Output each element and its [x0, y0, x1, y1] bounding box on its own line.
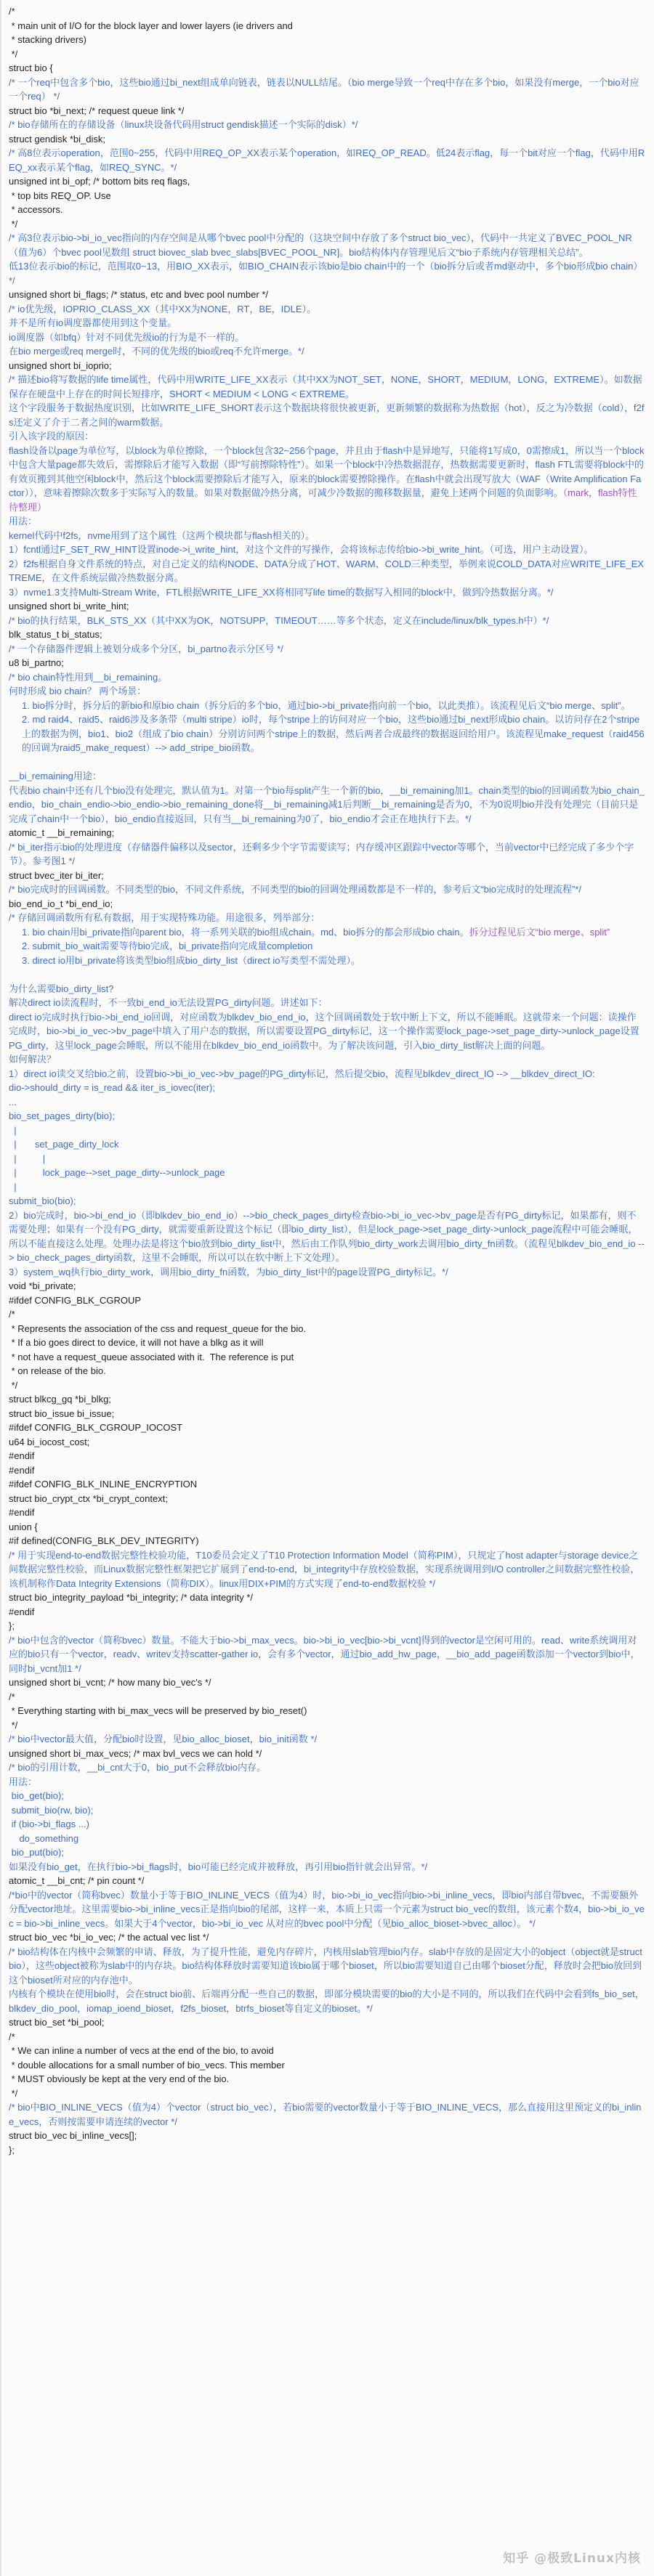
code-line: atomic_t __bi_cnt; /* pin count */	[9, 1875, 145, 1886]
comment-line: 2）bio完成时，bio->bi_end_io（即blkdev_bio_end_io）-->bio_check_pages_dirty检查bio->bi_io_vec->bv_page是否有PG_dirty标记，如果都有，则不需要处理；如果有一个没有PG_dirty，就需要重新设置这个标记（即bio_dirty_list），但是lock_page->set_page_dirty->unlock_page流程中可能会睡眠，所以不能直接这么处理。处理办法是将这个bio放到bio_dirty_list中，然后由工作队列bio_dirty_work去调用bio_dirty_fn函数。（流程见blkdev_bio_end_io --> bio_check_pages_dirty函数，这里不会睡眠，所以可以在软中断上下文处理）。	[9, 1209, 645, 1263]
comment-line: 为什么需要bio_dirty_list?	[9, 983, 114, 994]
comment-list-item: 2. md raid4、raid5、raid6涉及多条带（multi stripe）io时，每个stripe上的访问对应一个bio，这些bio通过bi_next形成bio chain。以访问存在2个stripe上的数据为例，bio1、bio2（组成了bio chain）分别访问两个stripe上的数据，然后两者合成最终的数据返回给用户。该流程见make_request（raid456的回调为raid5_make_request）--> add_stripe_bio函数。	[22, 714, 645, 753]
code-line: #ifdef CONFIG_BLK_CGROUP	[9, 1294, 142, 1306]
comment-line: 在bio merge或req merge时，不同的优先级的bio或req不允许merge。*/	[9, 346, 304, 357]
code-line: struct bio_crypt_ctx *bi_crypt_context;	[9, 1492, 168, 1504]
comment-line: kernel代码中f2fs，nvme用到了这个属性（这两个模块都与flash相关的）。	[9, 529, 315, 541]
code-line: struct bio *bi_next; /* request queue link */	[9, 105, 185, 116]
code-line: * stacking drivers)	[9, 34, 86, 45]
comment-line	[9, 444, 645, 515]
code-line: * If a bio goes direct to device, it will not have a blkg as it will	[9, 1337, 264, 1348]
comment-line: 3）nvme1.3支持Multi-Stream Write，FTL根据WRITE_LIFE_XX将相同写life time的数据写入相同的block中，做到冷热数据分离。*/	[9, 586, 554, 598]
code-line: * top bits REQ_OP. Use	[9, 190, 111, 201]
comment-line: __bi_remaining用途：	[9, 771, 102, 781]
comment-line: 1）direct io读交叉给bio之前，设置bio->bi_io_vec->bv_page的PG_dirty标记，然后提交bio，流程见blkdev_direct_IO --> __blkdev_direct_IO:	[9, 1068, 595, 1079]
code-line: * double allocations for a small number of bio_vecs. This member	[9, 2059, 285, 2071]
code-line: /*	[9, 2031, 15, 2042]
comment-line: 内核有个模块在使用bio时，会在struct bio前、后端再分配一些自己的数据，即部分模块需要的bio的大小是不同的，所以我们在代码中会看到fs_bio_set，blkdev_dio_pool，iomap_ioend_bioset，f2fs_bioset，btrfs_bioset等自定义的bioset。*/	[9, 1988, 645, 2014]
comment-line: /* bio结构体在内核中会频繁的申请、释放，为了提升性能，避免内存碎片，内核用slab管理bio内存。slab中存放的是固定大小的object（object就是struct bio），这些object被称为slab中的内存块。bio结构体释放时需要知道该bio属于哪个bioset，所以bio需要知道自己由哪个bioset分配，释放时会把bio放回到这个bioset所对应的内存池中。	[9, 1946, 645, 1986]
code-line: unsigned short bi_ioprio;	[9, 359, 112, 371]
comment-line: /* 一个req中包含多个bio，这些bio通过bi_next组成单向链表，链表以NULL结尾。（bio merge导致一个req中存在多个bio，如果没有merge，一个bio对应一个req） */	[9, 76, 639, 102]
comment-line: bio_get(bio);	[9, 1790, 64, 1801]
comment-line: 低13位表示bio的标记，范围取0~13，用BIO_XX表示，如BIO_CHAIN表示该bio是bio chain中的一个（bio拆分后或者md驱动中，多个bio形成bio chain）*/	[9, 261, 643, 286]
comment-line: |	[9, 1181, 17, 1192]
code-line: */	[9, 1379, 18, 1391]
comment-line: bio_set_pages_dirty(bio);	[9, 1110, 115, 1121]
code-line: #ifdef CONFIG_BLK_CGROUP_IOCOST	[9, 1422, 183, 1433]
comment-text: flash设备以page为单位写，以block为单位擦除，一个block包含32~256个page，并且由于flash中是异地写，只能将1写成0，0需擦成1，所以当一个block中包含大量page都失效后，需擦除后才能写入数据（即“写前擦除特性”）。如果一个block中冷热数据混存，热数据需要更新时，flash FTL需要将block中的有效页搬到其他空闲block中，然后这个block需要擦除后才能写入，原来的block需要擦除操作。在flash中就会出现写放大（WAF（Write Amplification Factor）），意味着擦除次数多于实际写入的数量。如果对数据做冷热分离，可减少冷数据的搬移数据量，避免上述两个问题的负面影响。	[9, 444, 645, 498]
comment-line: 3）system_wq执行bio_dirty_work，调用bio_dirty_fn函数，为bio_dirty_list中的page设置PG_dirty标记。*/	[9, 1266, 448, 1277]
highlighted-note-text: （mark，flash特性待整理）	[9, 487, 637, 513]
comment-line: 代表bio chain中还有几个bio没有处理完，默认值为1。对第一个bio每split产生一个新的bio，__bi_remaining加1。chain类型的bio的回调函数为bio_chain_endio，bio_chain_endio->bio_endio->bio_remaining_done将__bi_remaining减1后判断__bi_remaining是否为0，不为0说明bio并没有处理完（目前只是完成了chain中一个bio），bio_endio直接返回，只有当__bi_remaining为0了，bio_endio才会正在地执行下去。*/	[9, 784, 645, 824]
code-line: /*	[9, 1309, 15, 1320]
comment-line: 1）fcntl通过F_SET_RW_HINT设置inode->i_write_hint，对这个文件的写操作，会将该标志传给bio->bi_write_hint。（可选，用户主动设置）。	[9, 544, 594, 555]
comment-list-item: 2. submit_bio_wait需要等待bio完成，bi_private指向完成量completion	[22, 940, 313, 951]
comment-line: |	[9, 1124, 17, 1136]
code-line: struct bvec_iter bi_iter;	[9, 869, 104, 881]
comment-line: /* 一个存储器件逻辑上被划分成多个分区，bi_partno表示分区号 */	[9, 643, 283, 654]
highlighted-note-text: 拆分过程见后文“bio merge、split”	[469, 926, 610, 938]
comment-line: 解决direct io读流程时，不一致bi_end_io无法设置PG_dirty问题。讲述如下：	[9, 997, 328, 1008]
zhihu-watermark: 知乎 @极致Linux内核	[503, 2551, 641, 2566]
comment-line: | lock_page-->set_page_dirty-->unlock_page	[9, 1167, 225, 1178]
code-line: blk_status_t bi_status;	[9, 629, 102, 640]
code-line: #if defined(CONFIG_BLK_DEV_INTEGRITY)	[9, 1535, 199, 1546]
comment-list-item	[9, 925, 645, 940]
comment-line: /* bio chain特性用到__bi_remaining。	[9, 671, 168, 683]
comment-line: dio->should_dirty = is_read && iter_is_iovec(iter);	[9, 1082, 215, 1093]
comment-line: submit_bio(bio);	[9, 1195, 76, 1206]
code-line: #endif	[9, 1464, 35, 1476]
code-line: #ifdef CONFIG_BLK_INLINE_ENCRYPTION	[9, 1479, 198, 1490]
code-line: */	[9, 218, 18, 229]
code-line: struct gendisk *bi_disk;	[9, 133, 105, 145]
code-line: * not have a request_queue associated with it. The reference is put	[9, 1351, 294, 1362]
code-line: #endif	[9, 1450, 35, 1461]
comment-line: /* bi_iter指示bio的处理进度（存储器件偏移以及sector，还剩多少个字节需要读写；内存缓冲区跟踪中vector等哪个，当前vector中已经完成了多少个字节）。参考图1 */	[9, 841, 634, 866]
comment-line: /* bio存储所在的存储设备（linux块设备代码用struct gendisk描述一个实际的disk）*/	[9, 119, 358, 130]
code-line: struct bio_vec bi_inline_vecs[];	[9, 2130, 137, 2141]
comment-line: /* 存储回调函数所有私有数据，用于实现特殊功能。用途很多，列举部分：	[9, 912, 320, 923]
comment-line: submit_bio(rw, bio);	[9, 1804, 94, 1816]
comment-line: 如果没有bio_get，在执行bio->bi_flags时，bio可能已经完成并被释放，再引用bio指针就会出异常。*/	[9, 1861, 428, 1872]
comment-line: bio_put(bio);	[9, 1847, 64, 1858]
comment-line: 并不是所有io调度器都使用到这个变量。	[9, 317, 177, 328]
code-line: bio_end_io_t *bi_end_io;	[9, 898, 113, 909]
comment-line: ...	[9, 1096, 17, 1108]
comment-line: /* 高3位表示bio->bi_io_vec指向的内存空间是从哪个bvec pool中分配的（这块空间中存放了多个struct bio_vec），代码中一共定义了BVEC_POOL_NR（值为6）个bvec pool见数组 struct biovec_slab bvec_slabs[BVEC_POOL_NR]。bio结构体内存管理见后文“bio子系统内存管理相关总结”。	[9, 232, 632, 258]
code-line: };	[9, 2144, 15, 2156]
blank-line	[9, 967, 645, 982]
comment-line: /* bio的执行结果，BLK_STS_XX（其中XX为OK，NOTSUPP，TIMEOUT……等多个状态，定义在include/linux/blk_types.h中）*/	[9, 614, 549, 626]
comment-text: 1. bio chain用bi_private指向parent bio，将一系列关联的bio组成chain。md、bio拆分的都会形成bio chain。	[22, 926, 469, 938]
comment-line: /* bio中BIO_INLINE_VECS（值为4）个vector（struct bio_vec），若bio需要的vector数量小于等于BIO_INLINE_VECS，那么直接用这里预定义的bi_inline_vecs，否则按需要申请连续的vector */	[9, 2102, 642, 2127]
code-line: struct bio_vec *bi_io_vec; /* the actual vec list */	[9, 1932, 209, 1943]
comment-line: /* 高8位表示operation，范围0~255，代码中用REQ_OP_XX表示某个operation，如REQ_OP_READ。低24表示flag，每一个bit对应一个flag，代码中用REQ_xx表示某个flag，如REQ_SYNC。*/	[9, 147, 645, 173]
comment-list-item: 1. bio拆分时，拆分后的新bio和原bio chain（拆分后的多个bio，通过bio->bi_private指向前一个bio，以此类推）。该流程见后文“bio merge、split”。	[22, 699, 631, 711]
code-line: struct blkcg_gq *bi_blkg;	[9, 1394, 111, 1405]
code-line: #endif	[9, 1507, 35, 1518]
code-line: struct bio_integrity_payload *bi_integrity; /* data integrity */	[9, 1592, 254, 1603]
comment-line: /* 描述bio将写数据的life time属性，代码中用WRITE_LIFE_XX表示（其中XX为NOT_SET，NONE，SHORT，MEDIUM，LONG，EXTREME）。如数据保存在硬盘中上存在的时间长短排序，SHORT < MEDIUM < LONG < EXTREME。	[9, 374, 642, 399]
comment-line: 何时形成 bio chain？ 两个场景：	[9, 686, 147, 696]
code-line: unsigned short bi_write_hint;	[9, 601, 129, 612]
comment-line: /* 用于实现end-to-end数据完整性校验功能，T10委员会定义了T10 Protection Information Model（简称PIM），只规定了host adapter与storage device之间数据完整性校验，而Linux数据完整性框架把它扩展到了end-to-end，bi_integrity中存放校验数据，实现系统调用到I/O controller之间数据完整性校验，该机制称作Data Integrity Extensions（简称DIX）。linux用DIX+PIM的方式实现了end-to-end数据校验 */	[9, 1549, 640, 1589]
code-line: * Represents the association of the css and request_queue for the bio.	[9, 1322, 307, 1334]
code-line: unsigned short bi_max_vecs; /* max bvl_vecs we can hold */	[9, 1747, 262, 1759]
code-line: struct bio_issue bi_issue;	[9, 1407, 115, 1419]
code-line: */	[9, 48, 18, 60]
comment-list-item: 3. direct io用bi_private将该类型bio组成bio_dirty_list（direct io写类型不需处理）。	[22, 954, 360, 966]
code-line: * accessors.	[9, 204, 63, 215]
comment-line: 引入该字段的原因：	[9, 431, 94, 442]
code-line: struct bio {	[9, 62, 53, 73]
comment-line: 用法：	[9, 516, 38, 527]
code-line: * We can inline a number of vecs at the end of the bio, to avoid	[9, 2045, 274, 2056]
comment-line: /* bio的引用计数，__bi_cnt大于0，bio_put不会释放bio内存。	[9, 1762, 267, 1773]
comment-line: /* bio中vector最大值，分配bio时设置，见bio_alloc_bioset，bio_init函数 */	[9, 1734, 318, 1744]
code-line: * main unit of I/O for the block layer and lower layers (ie drivers and	[9, 20, 293, 31]
comment-line: 如何解决？	[9, 1054, 57, 1065]
comment-line: /* bio中包含的vector（简称bvec）数量。不能大于bio->bi_max_vecs。bio->bi_io_vec[bio->bi_vcnt]得到的vector是空闲可用的。read、write系统调用对应的bio只有一个vector，readv、writev支持scatter-gather io，会有多个vector，通过bio_add_hw_page，__bio_add_page函数添加一个vector到bio中，同时bi_vcnt加1 */	[9, 1634, 640, 1674]
code-line: struct bio_set *bi_pool;	[9, 2017, 105, 2028]
code-line: };	[9, 1620, 15, 1631]
comment-line: 用法：	[9, 1776, 38, 1787]
code-line: #endif	[9, 1606, 35, 1617]
comment-line: 这个字段服务于数据热度识别，比如WRITE_LIFE_SHORT表示这个数据块将很快被更新，更新频繁的数据称为热数据（hot），反之为冷数据（cold），f2fs还定义了介于二者之间的warm数据。	[9, 402, 645, 428]
comment-line: | |	[9, 1153, 46, 1164]
comment-line: /* bio完成时的回调函数。不同类型的bio，不同文件系统，不同类型的bio的回调处理函数都是不一样的，参考后文“bio完成时的处理流程”*/	[9, 884, 582, 895]
comment-line: direct io完成时执行bio->bi_end_io回调，对应函数为blkdev_bio_end_io，这个回调函数处于软中断上下文，所以不能睡眠。这就带来一个问题：读操作完成时，bio->bi_io_vec->bv_page中填入了用户态的数据，所以需要设置PG_dirty标记，这一个操作需要lock_page->set_page_dirty->unlock_page设置PG_dirty，这里lock_page会睡眠，所以不能用在blkdev_bio_end_io函数中。为了解决该问题，引入bio_dirty_list解决上面的问题。	[9, 1011, 639, 1051]
comment-line: do_something	[9, 1832, 79, 1844]
comment-line: /*bio中的vector（简称bvec）数量小于等于BIO_INLINE_VECS（值为4）时，bio->bi_io_vec指向bio->bi_inline_vecs，即bio内部自带bvec，不需要额外分配vector地址。这里需要bio->bi_inline_vecs正是指向bio的尾部，这样一来，本质上只需一个元素为struct bio_vec的数组，该元素个数4，bio->bi_io_vec = bio->bi_inline_vecs。如果大于4个vector，bio->bi_io_vec 从对应的bvec pool中分配（见bio_alloc_bioset->bvec_alloc）。 */	[9, 1889, 645, 1929]
comment-line: /* io优先级，IOPRIO_CLASS_XX（其中XX为NONE，RT，BE，IDLE）。	[9, 303, 317, 314]
code-line: /*	[9, 1691, 15, 1702]
code-line: union {	[9, 1521, 38, 1532]
code-line: */	[9, 2087, 18, 2099]
code-line: u8 bi_partno;	[9, 657, 64, 668]
code-line: */	[9, 1719, 18, 1731]
comment-line: | set_page_dirty_lock	[9, 1139, 119, 1150]
code-line: * Everything starting with bi_max_vecs will be preserved by bio_reset()	[9, 1705, 307, 1716]
code-line: * on release of the bio.	[9, 1365, 106, 1376]
code-line: * MUST obviously be kept at the very end of the bio.	[9, 2073, 230, 2084]
code-line: void *bi_private;	[9, 1280, 76, 1291]
code-line: unsigned short bi_flags; /* status, etc and bvec pool number */	[9, 289, 268, 300]
code-line: unsigned int bi_opf; /* bottom bits req flags,	[9, 176, 190, 187]
code-line: atomic_t __bi_remaining;	[9, 827, 115, 838]
comment-line: if (bio->bi_flags ...)	[9, 1819, 89, 1829]
blank-line	[9, 755, 645, 770]
code-line: unsigned short bi_vcnt; /* how many bio_vec's */	[9, 1677, 211, 1688]
comment-line: io调度器（如bfq）针对不同优先级io的行为是不一样的。	[9, 331, 245, 343]
struct-bio-listing	[9, 4, 645, 2157]
code-line: u64 bi_iocost_cost;	[9, 1436, 90, 1447]
code-line: /*	[9, 6, 15, 17]
comment-line: 2）f2fs根据自身文件系统的特点，对自己定义的结构NODE、DATA分成了HOT、WARM、COLD三种类型，举例来说COLD_DATA对应WRITE_LIFE_EXTREME，在文件系统层做冷热数据分离。	[9, 558, 644, 583]
